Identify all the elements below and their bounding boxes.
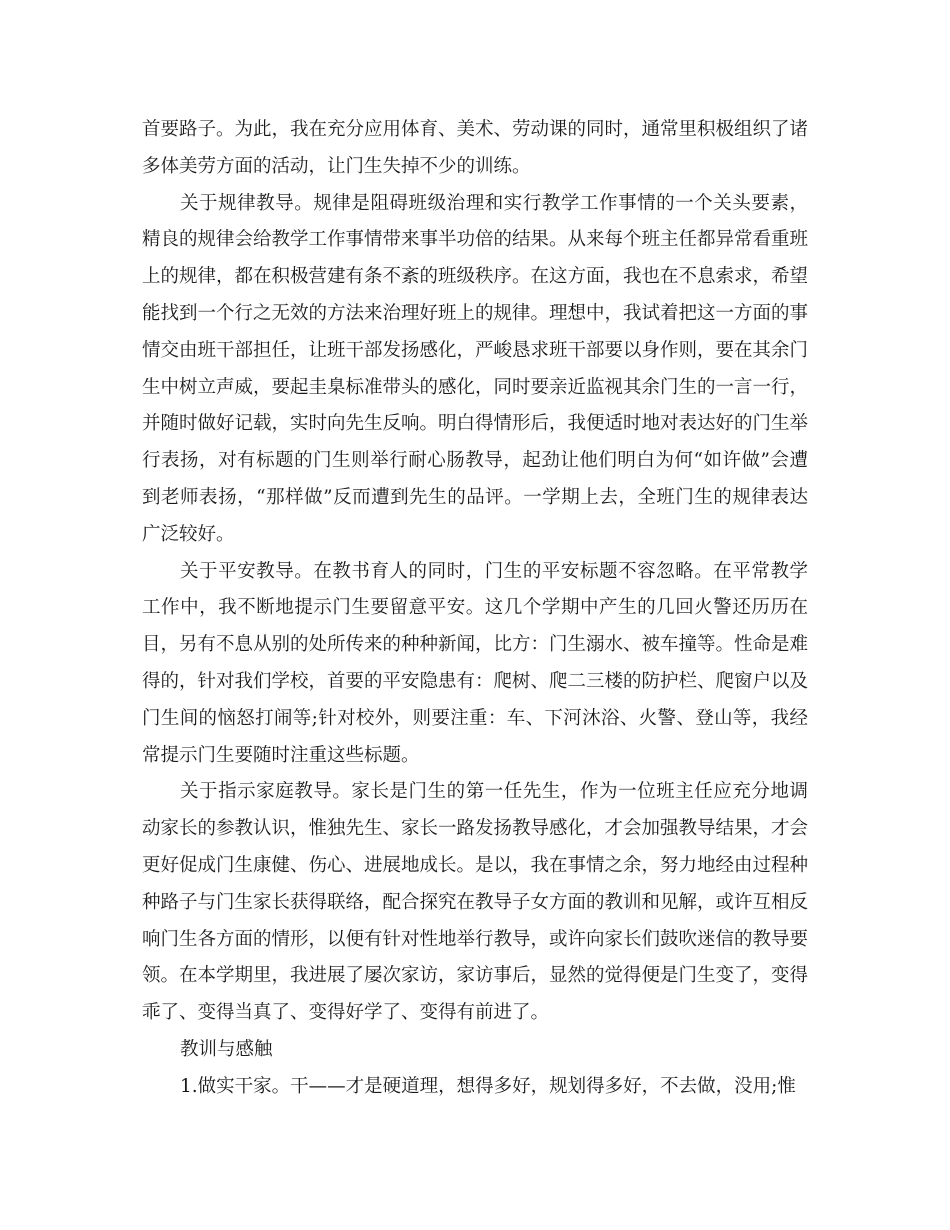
paragraph-safety-education: 关于平安教导。在教书育人的同时，门生的平安标题不容忽略。在平常教学工作中，我不断地提示门生要留意平安。这几个学期中产生的几回火警还历历在目，另有不息从别的处所传来的种种新闻，比方：门生溺水、被车撞等。性命是难得的，针对我们学校，首要的平安隐患有：爬树、爬二三楼的防护栏、爬窗户以及门生间的恼怒打闹等;针对校外，则要注重：车、下河沐浴、火警、登山等，我经常提示门生要随时注重这些标题。 bbox=[142, 560, 809, 766]
paragraph-family-education: 关于指示家庭教导。家长是门生的第一任先生，作为一位班主任应充分地调动家长的参教认识，惟独先生、家长一路发扬教导感化，才会加强教导结果，才会更好促成门生康健、伤心、进展地成长。是以，我在事情之余，努力地经由过程种种路子与门生家长获得联络，配合探究在教导子女方面的教训和见解，或许互相反响门生各方面的情形，以便有针对性地举行教导，或许向家长们鼓吹迷信的教导要领。在本学期里，我进展了屡次家访，家访事后，显然的觉得便是门生变了，变得乖了、变得当真了、变得好学了、变得有前进了。 bbox=[142, 781, 809, 1024]
paragraph-discipline-education: 关于规律教导。规律是阻碍班级治理和实行教学工作事情的一个关头要素，精良的规律会给教学工作事情带来事半功倍的结果。从来每个班主任都异常看重班上的规律，都在积极营建有条不紊的班级秩序。在这方面，我也在不息索求，希望能找到一个行之无效的方法来治理好班上的规律。理想中，我试着把这一方面的事情交由班干部担任，让班干部发扬感化，严峻恳求班干部要以身作则，要在其余门生中树立声威，要起圭臬标准带头的感化，同时要亲近监视其余门生的一言一行，并随时做好记载，实时向先生反响。明白得情形后，我便适时地对表达好的门生举行表扬，对有标题的门生则举行耐心肠教导，起劲让他们明白为何“如许做”会遭到老师表扬，“那样做”反而遭到先生的品评。一学期上去，全班门生的规律表达广泛较好。 bbox=[142, 192, 809, 545]
section-heading-lessons: 教训与感触 bbox=[180, 1038, 273, 1060]
document-body bbox=[142, 112, 808, 1106]
paragraph-continuation: 首要路子。为此，我在充分应用体育、美术、劳动课的同时，通常里积极组织了诸多体美劳方面的活动，让门生失掉不少的训练。 bbox=[142, 119, 809, 177]
paragraph-list-item-1: 1.做实干家。干——才是硬道理，想得多好，规划得多好，不去做，没用;惟 bbox=[180, 1075, 796, 1097]
